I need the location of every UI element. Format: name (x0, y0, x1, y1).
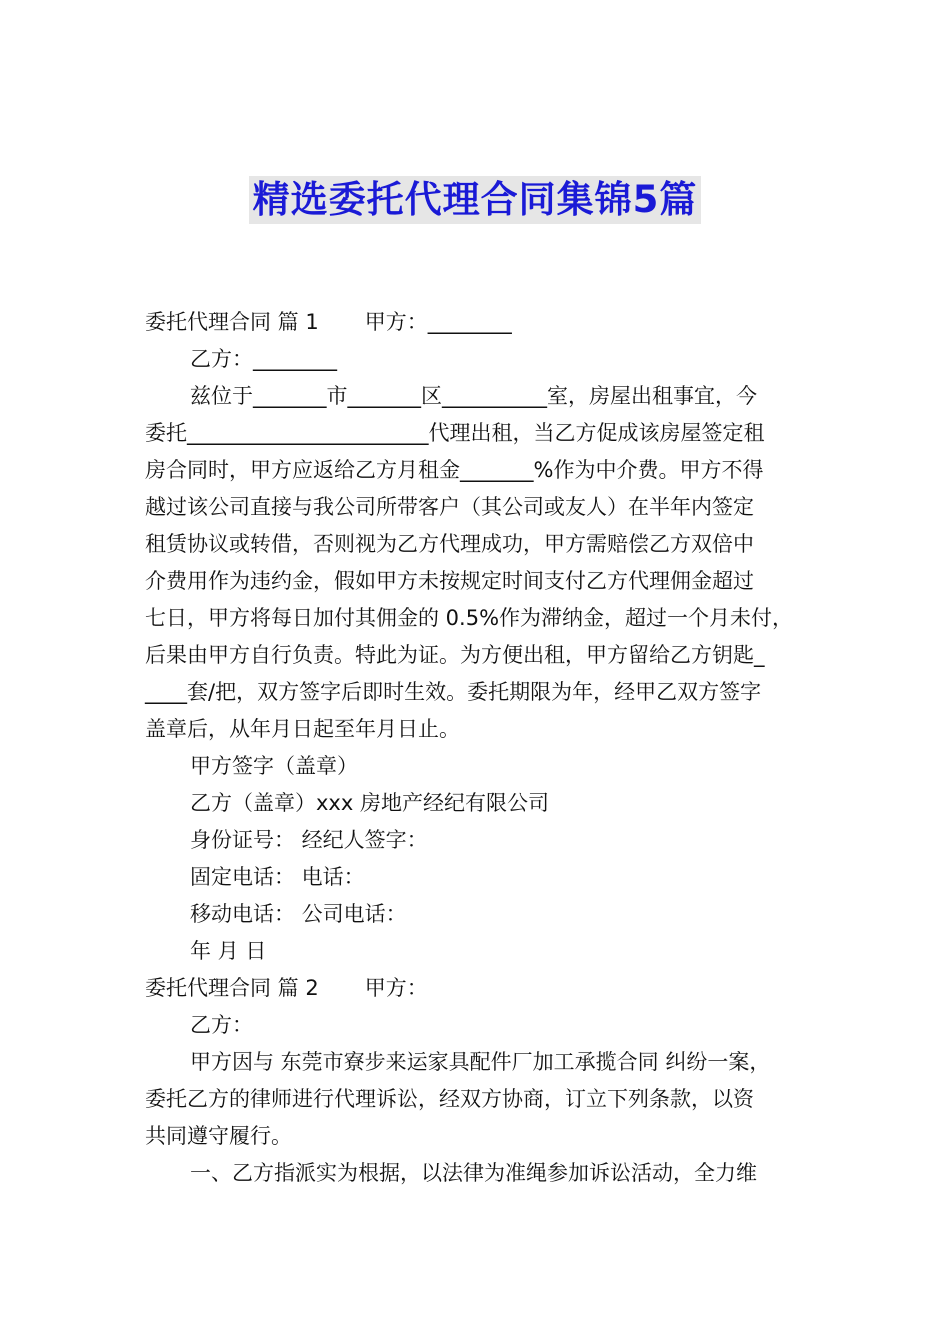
paragraph-line: 房合同时，甲方应返给乙方月租金_______%作为中介费。甲方不得 (145, 458, 764, 482)
party-b-label: 乙方： (190, 347, 253, 371)
section-2-heading: 委托代理合同 篇 2 (145, 976, 319, 1000)
id-number-line: 身份证号： 经纪人签字： (190, 828, 428, 852)
party-a-label: 甲方： (364, 976, 428, 1000)
section-2-header-line (145, 970, 825, 1007)
paragraph-line: 七日，甲方将每日加付其佣金的 0.5%作为滞纳金，超过一个月未付， (145, 606, 794, 630)
date-line: 年 月 日 (190, 939, 267, 963)
clause-1-line: 一、乙方指派实为根据，以法律为准绳参加诉讼活动，全力维 (190, 1161, 757, 1185)
section-1-header-line (145, 304, 825, 341)
paragraph-line: 共同遵守履行。 (145, 1124, 292, 1148)
document-title: 精选委托代理合同集锦5篇 (249, 176, 702, 224)
party-b-line: 乙方： (190, 1013, 253, 1037)
title-container (0, 176, 950, 224)
signature-party-a: 甲方签字（盖章） (190, 754, 358, 778)
party-a-blank: ________ (427, 310, 512, 334)
signature-party-b: 乙方（盖章）xxx 房地产经纪有限公司 (190, 791, 549, 815)
paragraph-line: 委托_______________________代理出租，当乙方促成该房屋签定租 (145, 421, 765, 445)
paragraph-line: 租赁协议或转借，否则视为乙方代理成功，甲方需赔偿乙方双倍中 (145, 532, 754, 556)
party-b-blank: ________ (253, 347, 337, 371)
paragraph-line: 越过该公司直接与我公司所带客户（其公司或友人）在半年内签定 (145, 495, 754, 519)
party-b-line (145, 341, 825, 378)
paragraph-line: 委托乙方的律师进行代理诉讼，经双方协商，订立下列条款，以资 (145, 1087, 754, 1111)
section-1-heading: 委托代理合同 篇 1 (145, 310, 319, 334)
party-a-label: 甲方： (364, 310, 428, 334)
paragraph-line: ____套/把，双方签字后即时生效。委托期限为年，经甲乙双方签字 (145, 680, 762, 704)
fixed-phone-line: 固定电话： 电话： (190, 865, 365, 889)
paragraph-line: 甲方因与 东莞市寮步来运家具配件厂加工承揽合同 纠纷一案， (190, 1050, 771, 1074)
paragraph-line: 兹位于_______市_______区__________室，房屋出租事宜，今 (190, 384, 757, 408)
mobile-phone-line: 移动电话： 公司电话： (190, 902, 407, 926)
paragraph-line: 盖章后，从年月日起至年月日止。 (145, 717, 460, 741)
document-body (145, 304, 825, 1192)
paragraph-line: 后果由甲方自行负责。特此为证。为方便出租，甲方留给乙方钥匙_ (145, 643, 765, 667)
paragraph-line: 介费用作为违约金，假如甲方未按规定时间支付乙方代理佣金超过 (145, 569, 754, 593)
